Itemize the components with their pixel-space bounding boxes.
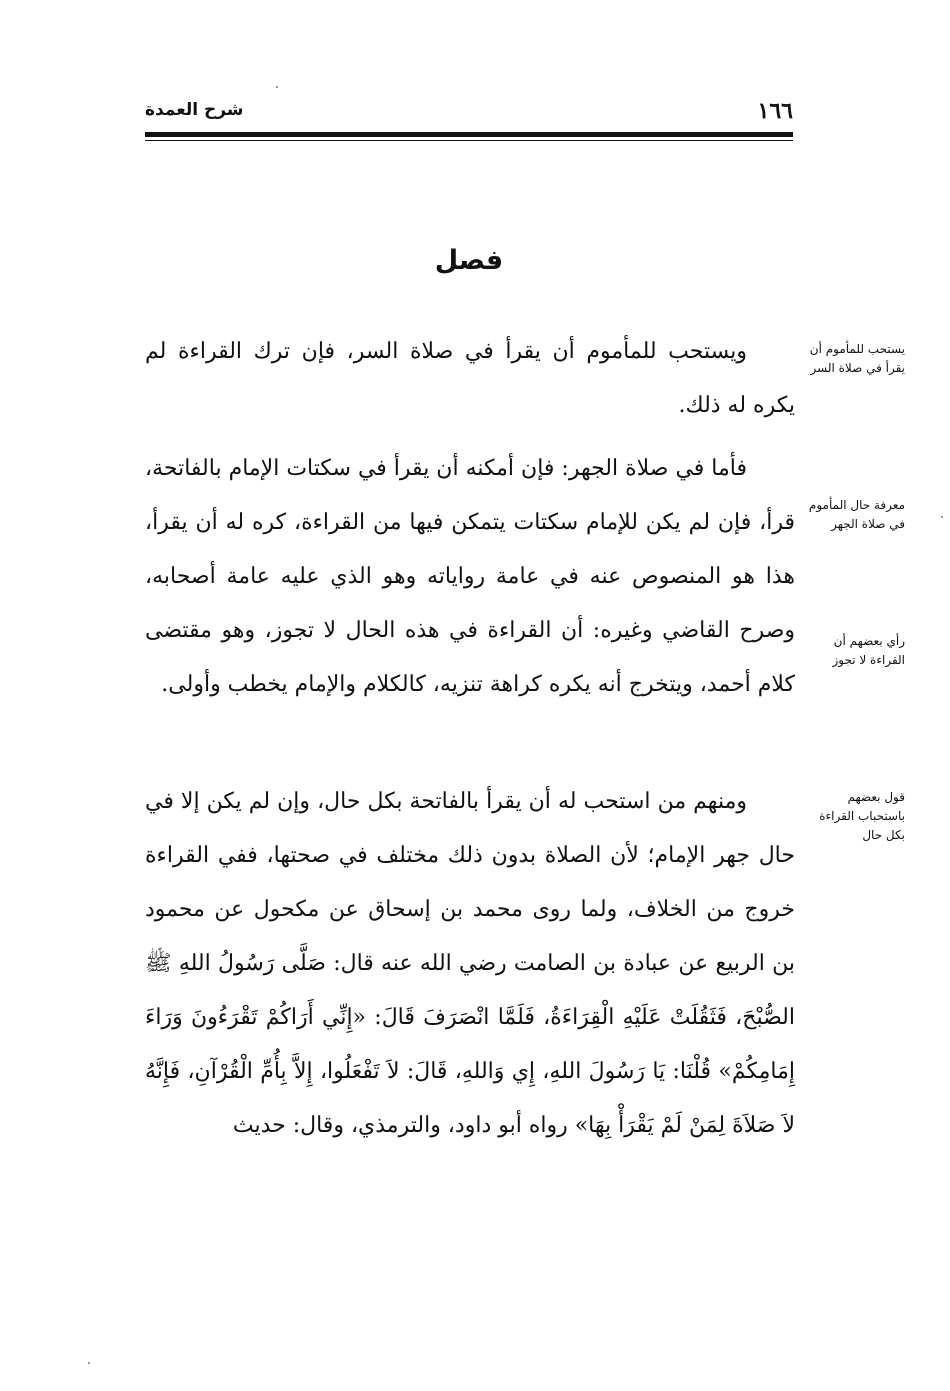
paragraph-1 bbox=[145, 325, 795, 433]
paragraph-2-text: فأما في صلاة الجهر: فإن أمكنه أن يقرأ في سكتات الإمام بالفاتحة، قرأ، فإن لم يكن للإمام سكتات يتمكن فيها من القراءة، كره له أن يقرأ، هذا هو المنصوص عنه في عامة رواياته وهو الذي عليه عامة أصحابه، وصرح القاضي وغيره: أن القراءة في هذه الحال لا تجوز، وهو مقتضى كلام أحمد، ويتخرج أنه يكره كراهة تنزيه، كالكلام والإمام يخطب وأولى. bbox=[145, 456, 795, 697]
paragraph-3-text: ومنهم من استحب له أن يقرأ بالفاتحة بكل حال، وإن لم يكن إلا في حال جهر الإمام؛ لأن الصلاة بدون ذلك مختلف في صحتها، ففي القراءة خروج من الخلاف، ولما روى محمد بن إسحاق عن مكحول عن محمود بن الربيع عن عبادة بن الصامت رضي الله عنه قال: صَلَّى رَسُولُ اللهِ ﷺ الصُّبْحَ، فَثَقُلَتْ عَلَيْهِ الْقِرَاءَةُ، فَلَمَّا انْصَرَفَ قَالَ: «إِنِّي أَرَاكُمْ تَقْرَءُونَ وَرَاءَ إِمَامِكُمْ» قُلْنَا: يَا رَسُولَ اللهِ، إِي وَاللهِ، قَالَ: لاَ تَفْعَلُوا، إِلاَّ بِأُمِّ الْقُرْآنِ، فَإِنَّهُ لاَ صَلاَةَ لِمَنْ لَمْ يَقْرَأْ بِهَا» رواه أبو داود، والترمذي، وقال: حديث bbox=[145, 789, 795, 1138]
scan-speck bbox=[276, 86, 278, 88]
paragraph-1-text: ويستحب للمأموم أن يقرأ في صلاة السر، فإن ترك القراءة لم يكره له ذلك. bbox=[145, 339, 795, 418]
margin-note-4: قول بعضهم باستحباب القراءة بكل حال bbox=[819, 790, 905, 842]
section-title: فصل bbox=[434, 245, 504, 276]
margin-note-3: رأي بعضهم أن القراءة لا تجوز bbox=[832, 634, 905, 667]
running-title: شرح العمدة bbox=[145, 100, 244, 120]
paragraph-2 bbox=[145, 442, 795, 712]
margin-note-1: يستحب للمأموم أن يقرأ في صلاة السر bbox=[809, 342, 905, 375]
page-number: ١٦٦ bbox=[757, 98, 793, 124]
header-rule-thick bbox=[145, 132, 793, 137]
scan-speck bbox=[88, 1362, 90, 1364]
page-header bbox=[145, 92, 793, 132]
header-rule-thin bbox=[145, 140, 793, 141]
scan-speck bbox=[941, 516, 943, 518]
paragraph-3 bbox=[145, 775, 795, 1153]
margin-note-2: معرفة حال المأموم في صلاة الجهر bbox=[808, 498, 905, 531]
